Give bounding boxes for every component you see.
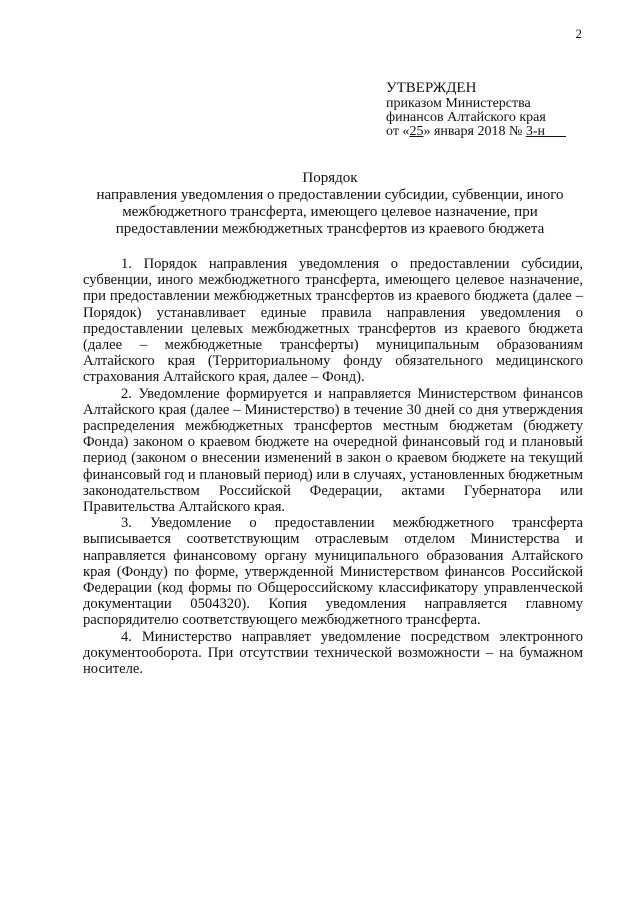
heading-line-2: межбюджетного трансферта, имеющего целевое назначение, при <box>122 204 538 220</box>
approval-order-number: 3-н <box>525 124 545 139</box>
paragraph-3: 3. Уведомление о предоставлении межбюджетного трансферта выписывается соответствующим отраслевым отделом Министерства и направляется финансовому органу муниципального образования Алтайского края (Фонду) по форме, утвержденной Министерством финансов Российской Федерации (код формы по Общероссийскому классификатору управленческой документации 0504320). Копия уведомления направляется главному распорядителю соответствующего межбюджетного трансферта. <box>83 515 583 629</box>
approval-date-day: 25 <box>409 124 424 139</box>
approval-date-suffix: » января 2018 № <box>423 124 523 139</box>
heading-line-3: предоставлении межбюджетных трансфертов из краевого бюджета <box>115 221 545 237</box>
heading-title: Порядок <box>302 170 358 186</box>
approval-line-2: финансов Алтайского края <box>386 110 546 125</box>
document-heading <box>80 170 580 238</box>
paragraph-4: 4. Министерство направляет уведомление посредством электронного документооборота. При отсутствии технической возможности – на бумажном носителе. <box>83 628 583 678</box>
approval-date-prefix: от « <box>386 124 410 139</box>
paragraph-2: 2. Уведомление формируется и направляется Министерством финансов Алтайского края (далее – Министерство) в течение 30 дней со дня утверждения распределения межбюджетных трансфертов местным бюджетам (бюджету Фонда) законом о краевом бюджете на очередной финансовый год и плановый период (законом о внесении изменений в закон о краевом бюджете на текущий финансовый год и плановый период) или в случаях, установленных бюджетным законодательством Российской Федерации, актами Губернатора или Правительства Алтайского края. <box>83 385 583 516</box>
document-body <box>83 256 583 677</box>
approval-line-1: приказом Министерства <box>386 96 531 111</box>
paragraph-1: 1. Порядок направления уведомления о предоставлении субсидии, субвенции, иного межбюджетного трансферта, имеющего целевое назначение, при предоставлении межбюджетных трансфертов из краевого бюджета (далее – Порядок) устанавливает единые правила направления уведомления о предоставлении целевых межбюджетных трансфертов из краевого бюджета (далее – межбюджетные трансферты) муниципальным образованиям Алтайского края (Территориальному фонду обязательного медицинского страхования Алтайского края, далее – Фонд). <box>83 256 583 386</box>
heading-line-1: направления уведомления о предоставлении субсидии, субвенции, иного <box>96 187 564 203</box>
approval-title: УТВЕРЖДЕН <box>386 80 477 96</box>
approval-number-underline <box>545 124 566 139</box>
approval-block <box>386 80 606 139</box>
page-number: 2 <box>575 26 582 41</box>
approval-date-line <box>386 125 606 139</box>
